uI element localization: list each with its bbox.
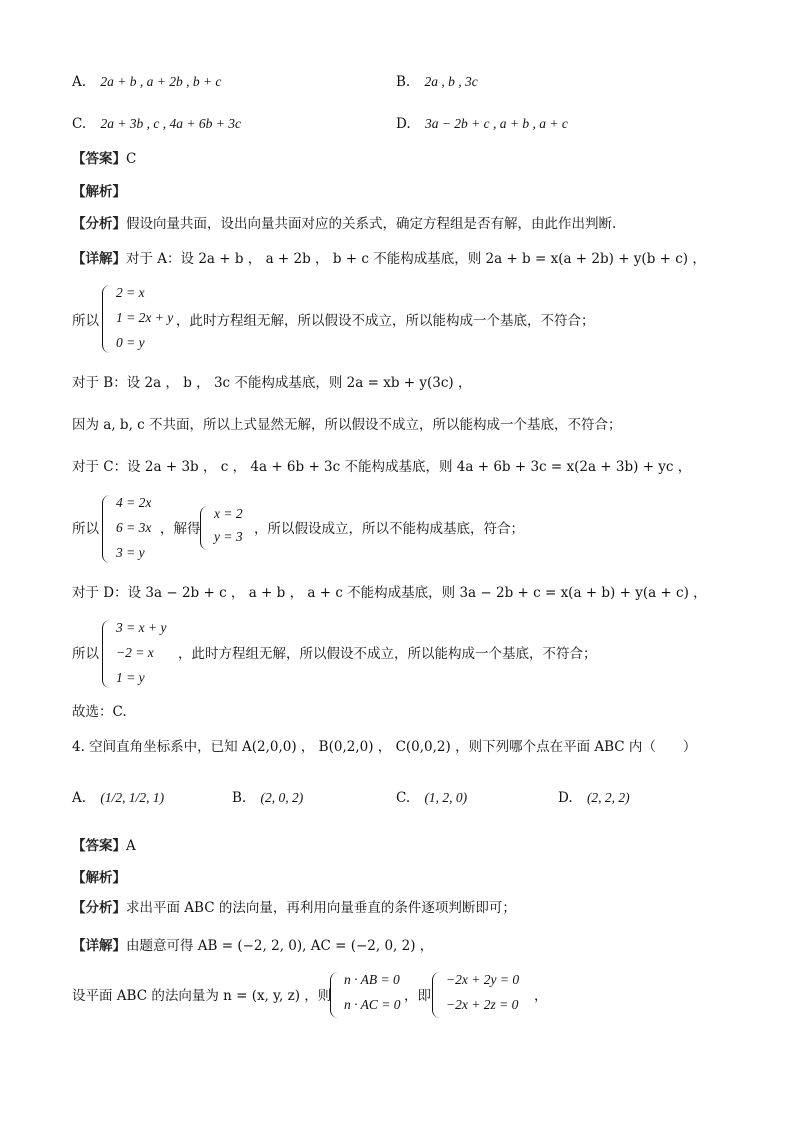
fenxi-tag: 【分析】 (72, 900, 126, 916)
option-label: C. (396, 790, 411, 806)
analysis-tag: 【解析】 (72, 870, 126, 886)
q4-analysis-heading (72, 869, 126, 887)
brace-shape (200, 506, 209, 550)
q3-detail-c-1: 对于 C：设 2a + 3b ， c ， 4a + 6b + 3c 不能构成基底，则 4a + 6b + 3c = x(2a + 3b) + yc ， (72, 459, 692, 475)
answer-value: C (126, 151, 137, 167)
option-label: D. (558, 790, 573, 806)
option-text: (2, 2, 2) (586, 790, 630, 805)
option-text: (2, 0, 2) (260, 790, 304, 805)
option-label: B. (396, 74, 411, 90)
q3-detail-b-2: 因为 a, b, c 不共面，所以上式显然无解，所以假设不成立，所以能构成一个基底，不符合； (72, 417, 622, 433)
option-text: 2a + 3b , c , 4a + 6b + 3c (100, 116, 242, 131)
sys-row: −2x + 2y = 0 (446, 972, 520, 987)
option-label: A. (72, 74, 87, 90)
detail-tag: 【详解】 (72, 938, 126, 954)
detail-text: 由题意可得 AB = (−2, 2, 0), AC = (−2, 0, 2) ， (126, 938, 434, 954)
q4-stem: 4. 空间直角坐标系中，已知 A(2,0,0) ， B(0,2,0) ， C(0,0,2) ，则下列哪个点在平面 ABC 内（ ） (72, 739, 697, 755)
q3-option-d (396, 116, 568, 132)
q3-sys-d-brace (102, 620, 174, 688)
sys-row: 6 = 3x (116, 520, 152, 535)
analysis-tag: 【解析】 (72, 184, 126, 200)
option-text: 2a + b , a + 2b , b + c (100, 74, 222, 89)
detail-text: 对于 A：设 2a + b ， a + 2b ， b + c 不能构成基底，则 2a + b = x(a + 2b) + y(b + c) ， (126, 251, 706, 267)
q4-detail (72, 937, 433, 955)
sys-row: 0 = y (116, 335, 145, 350)
q3-analysis-heading (72, 183, 126, 201)
option-text: 2a , b , 3c (424, 74, 478, 89)
q3-sys-c-prefix: 所以 (72, 521, 99, 537)
option-label: B. (232, 790, 247, 806)
fenxi-text: 求出平面 ABC 的法向量，再利用向量垂直的条件逐项判断即可； (126, 900, 516, 916)
q4-option-b (232, 790, 303, 806)
q3-sys-a-suffix: ，此时方程组无解，所以假设不成立，所以能构成一个基底，不符合； (176, 313, 595, 329)
q4-option-c (396, 790, 467, 806)
option-label: A. (72, 790, 87, 806)
q4-normal-prefix: 设平面 ABC 的法向量为 n = (x, y, z) ，则 (72, 988, 332, 1004)
sys-row: n · AB = 0 (344, 972, 400, 987)
sys-row: −2x + 2z = 0 (446, 997, 519, 1012)
q3-choose: 故选：C. (72, 704, 127, 720)
sys-row: 3 = x + y (116, 620, 167, 635)
q3-answer (72, 150, 136, 168)
option-label: C. (72, 116, 87, 132)
q4-option-d (558, 790, 630, 806)
option-label: D. (396, 116, 411, 132)
q4-normal-mid: ，即 (404, 988, 431, 1004)
option-text: (1, 2, 0) (424, 790, 468, 805)
q3-sys-a-brace (102, 285, 172, 353)
sys-row: 4 = 2x (116, 495, 152, 510)
q3-detail-b-1: 对于 B：设 2a ， b ， 3c 不能构成基底，则 2a = xb + y(3c) ， (72, 375, 472, 391)
brace-shape (102, 495, 111, 563)
q4-normal-brace (330, 972, 406, 1018)
q3-sys-d-prefix: 所以 (72, 646, 99, 662)
sys-row: 1 = 2x + y (116, 310, 174, 325)
q4-fenxi (72, 899, 516, 917)
fenxi-text: 假设向量共面，设出向量共面对应的关系式，确定方程组是否有解，由此作出判断. (126, 216, 617, 232)
q3-detail-d-1: 对于 D：设 3a − 2b + c ， a + b ， a + c 不能构成基底，则 3a − 2b + c = x(a + b) + y(a + c) ， (72, 585, 707, 601)
q4-normal-result-brace (432, 972, 532, 1018)
answer-tag: 【答案】 (72, 151, 126, 167)
q3-sys-c-mid: ，解得 (160, 521, 201, 537)
q3-option-b (396, 74, 478, 90)
sys-row: 3 = y (116, 545, 145, 560)
q4-normal-suffix: ， (534, 988, 548, 1004)
brace-shape (102, 620, 111, 688)
sys-row: x = 2 (214, 506, 243, 521)
q3-sys-d-suffix: ，此时方程组无解，所以假设不成立，所以能构成一个基底，不符合； (178, 646, 597, 662)
sys-row: y = 3 (214, 529, 243, 544)
q3-fenxi (72, 215, 616, 233)
q3-option-a (72, 74, 221, 90)
answer-tag: 【答案】 (72, 838, 126, 854)
brace-shape (330, 972, 339, 1018)
q3-sys-a-prefix: 所以 (72, 313, 99, 329)
q4-answer (72, 837, 136, 855)
sys-row: −2 = x (116, 645, 154, 660)
answer-value: A (126, 838, 136, 854)
q3-sys-c-result-brace (200, 506, 258, 550)
sys-row: 1 = y (116, 670, 145, 685)
brace-shape (102, 285, 111, 353)
sys-row: 2 = x (116, 285, 145, 300)
option-text: (1/2, 1/2, 1) (100, 790, 165, 805)
sys-row: n · AC = 0 (344, 997, 401, 1012)
q3-sys-c-brace (102, 495, 164, 563)
q4-option-a (72, 790, 164, 806)
q3-option-c (72, 116, 241, 132)
brace-shape (432, 972, 441, 1018)
option-text: 3a − 2b + c , a + b , a + c (424, 116, 568, 131)
fenxi-tag: 【分析】 (72, 216, 126, 232)
detail-tag: 【详解】 (72, 251, 126, 267)
q3-detail-a (72, 250, 706, 268)
q3-sys-c-suffix: ，所以假设成立，所以不能构成基底，符合； (254, 521, 524, 537)
